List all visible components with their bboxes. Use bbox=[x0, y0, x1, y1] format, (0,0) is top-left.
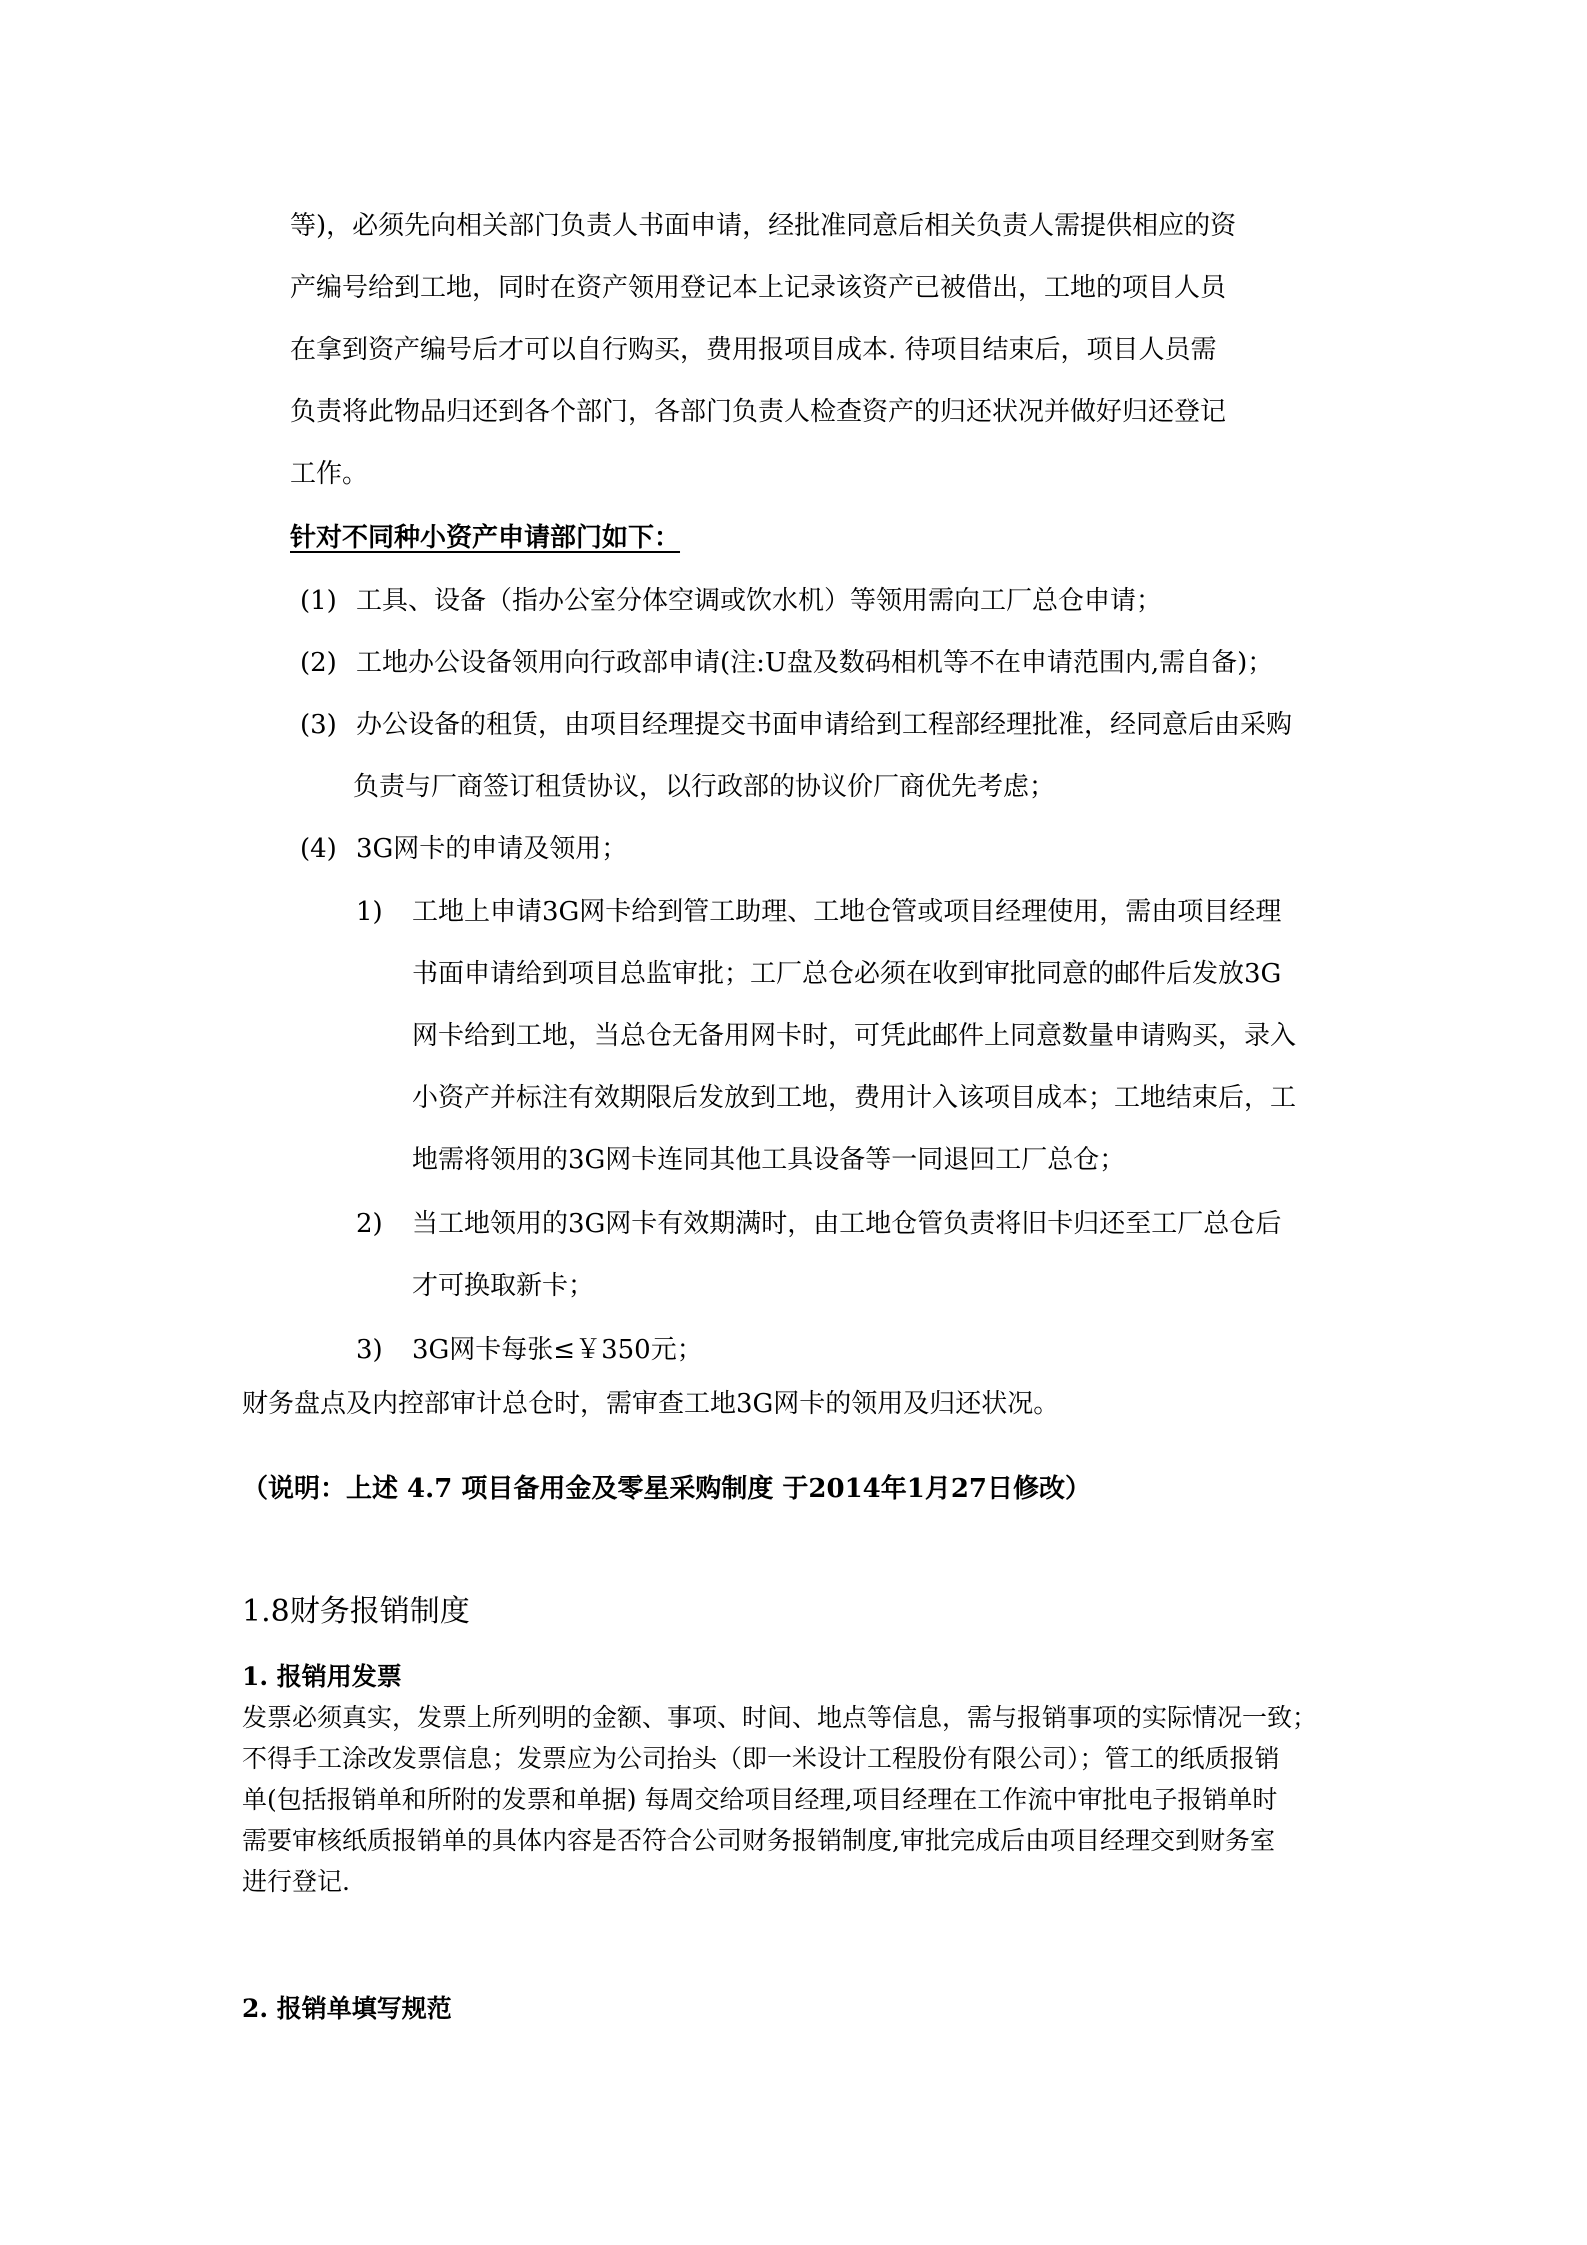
list-item-3-continuation: 负责与厂商签订租赁协议，以行政部的协议价厂商优先考虑； bbox=[353, 772, 1056, 802]
para-line-1: 发票必须真实，发票上所列明的金额、事项、时间、地点等信息，需与报销事项的实际情况一致； bbox=[242, 1703, 1318, 1732]
list-item-text: 工地办公设备领用向行政部申请(注:U盘及数码相机等不在申请范围内,需自备)； bbox=[356, 648, 1274, 678]
list-item-text: 办公设备的租赁，由项目经理提交书面申请给到工程部经理批准，经同意后由采购 bbox=[356, 710, 1293, 740]
subitem-number: 2) bbox=[356, 1209, 383, 1239]
subitem-text: 当工地领用的3G网卡有效期满时，由工地仓管负责将旧卡归还至工厂总仓后 bbox=[412, 1209, 1282, 1239]
subsection-heading-1: 1. 报销用发票 bbox=[242, 1662, 402, 1691]
list-item-number: (3) bbox=[300, 710, 337, 740]
para-line-2: 不得手工涂改发票信息；发票应为公司抬头（即一米设计工程股份有限公司）；管工的纸质报销 bbox=[242, 1744, 1280, 1773]
subitem-number: 1) bbox=[356, 897, 383, 927]
list-item-number: (2) bbox=[300, 648, 337, 678]
section-heading: 1.8财务报销制度 bbox=[242, 1594, 470, 1629]
subitem-1-line-5: 地需将领用的3G网卡连同其他工具设备等一同退回工厂总仓； bbox=[412, 1145, 1126, 1175]
subitem-1 bbox=[356, 896, 1281, 928]
subitem-2-line-2: 才可换取新卡； bbox=[412, 1271, 595, 1301]
intro-line-1: 等)，必须先向相关部门负责人书面申请，经批准同意后相关负责人需提供相应的资 bbox=[290, 211, 1237, 241]
intro-line-5: 工作。 bbox=[290, 459, 369, 489]
list-item-text: 工具、设备（指办公室分体空调或饮水机）等领用需向工厂总仓申请； bbox=[356, 586, 1163, 616]
para-line-5: 进行登记. bbox=[242, 1867, 350, 1896]
subitem-1-line-2: 书面申请给到项目总监审批；工厂总仓必须在收到审批同意的邮件后发放3G bbox=[412, 959, 1282, 989]
subheading: 针对不同种小资产申请部门如下： bbox=[290, 523, 681, 553]
subitem-2 bbox=[356, 1208, 1281, 1240]
intro-line-2: 产编号给到工地，同时在资产领用登记本上记录该资产已被借出，工地的项目人员 bbox=[290, 273, 1227, 303]
audit-line: 财务盘点及内控部审计总仓时，需审查工地3G网卡的领用及归还状况。 bbox=[242, 1389, 1060, 1419]
revision-note: （说明：上述 4.7 项目备用金及零星采购制度 于2014年1月27日修改） bbox=[242, 1474, 1092, 1504]
subsection-heading-2: 2. 报销单填写规范 bbox=[242, 1994, 452, 2023]
subitem-text: 3G网卡每张≤￥350元； bbox=[412, 1335, 703, 1365]
list-item-number: (4) bbox=[300, 834, 337, 864]
subitem-1-line-3: 网卡给到工地，当总仓无备用网卡时，可凭此邮件上同意数量申请购买，录入 bbox=[412, 1021, 1297, 1051]
list-item-2 bbox=[300, 647, 1273, 679]
subitem-text: 工地上申请3G网卡给到管工助理、工地仓管或项目经理使用，需由项目经理 bbox=[412, 897, 1282, 927]
subitem-3 bbox=[356, 1334, 703, 1366]
list-item-3 bbox=[300, 709, 1292, 741]
list-item-number: (1) bbox=[300, 586, 337, 616]
intro-line-3: 在拿到资产编号后才可以自行购买，费用报项目成本. 待项目结束后，项目人员需 bbox=[290, 335, 1217, 365]
list-item-4 bbox=[300, 833, 627, 865]
list-item-text: 3G网卡的申请及领用； bbox=[356, 834, 628, 864]
subitem-number: 3) bbox=[356, 1335, 383, 1365]
para-line-3: 单(包括报销单和所附的发票和单据) 每周交给项目经理,项目经理在工作流中审批电子报销单时 bbox=[242, 1785, 1278, 1814]
para-line-4: 需要审核纸质报销单的具体内容是否符合公司财务报销制度,审批完成后由项目经理交到财务室 bbox=[242, 1826, 1275, 1855]
list-item-1 bbox=[300, 585, 1162, 617]
subitem-1-line-4: 小资产并标注有效期限后发放到工地，费用计入该项目成本；工地结束后，工 bbox=[412, 1083, 1297, 1113]
intro-line-4: 负责将此物品归还到各个部门，各部门负责人检查资产的归还状况并做好归还登记 bbox=[290, 397, 1227, 427]
